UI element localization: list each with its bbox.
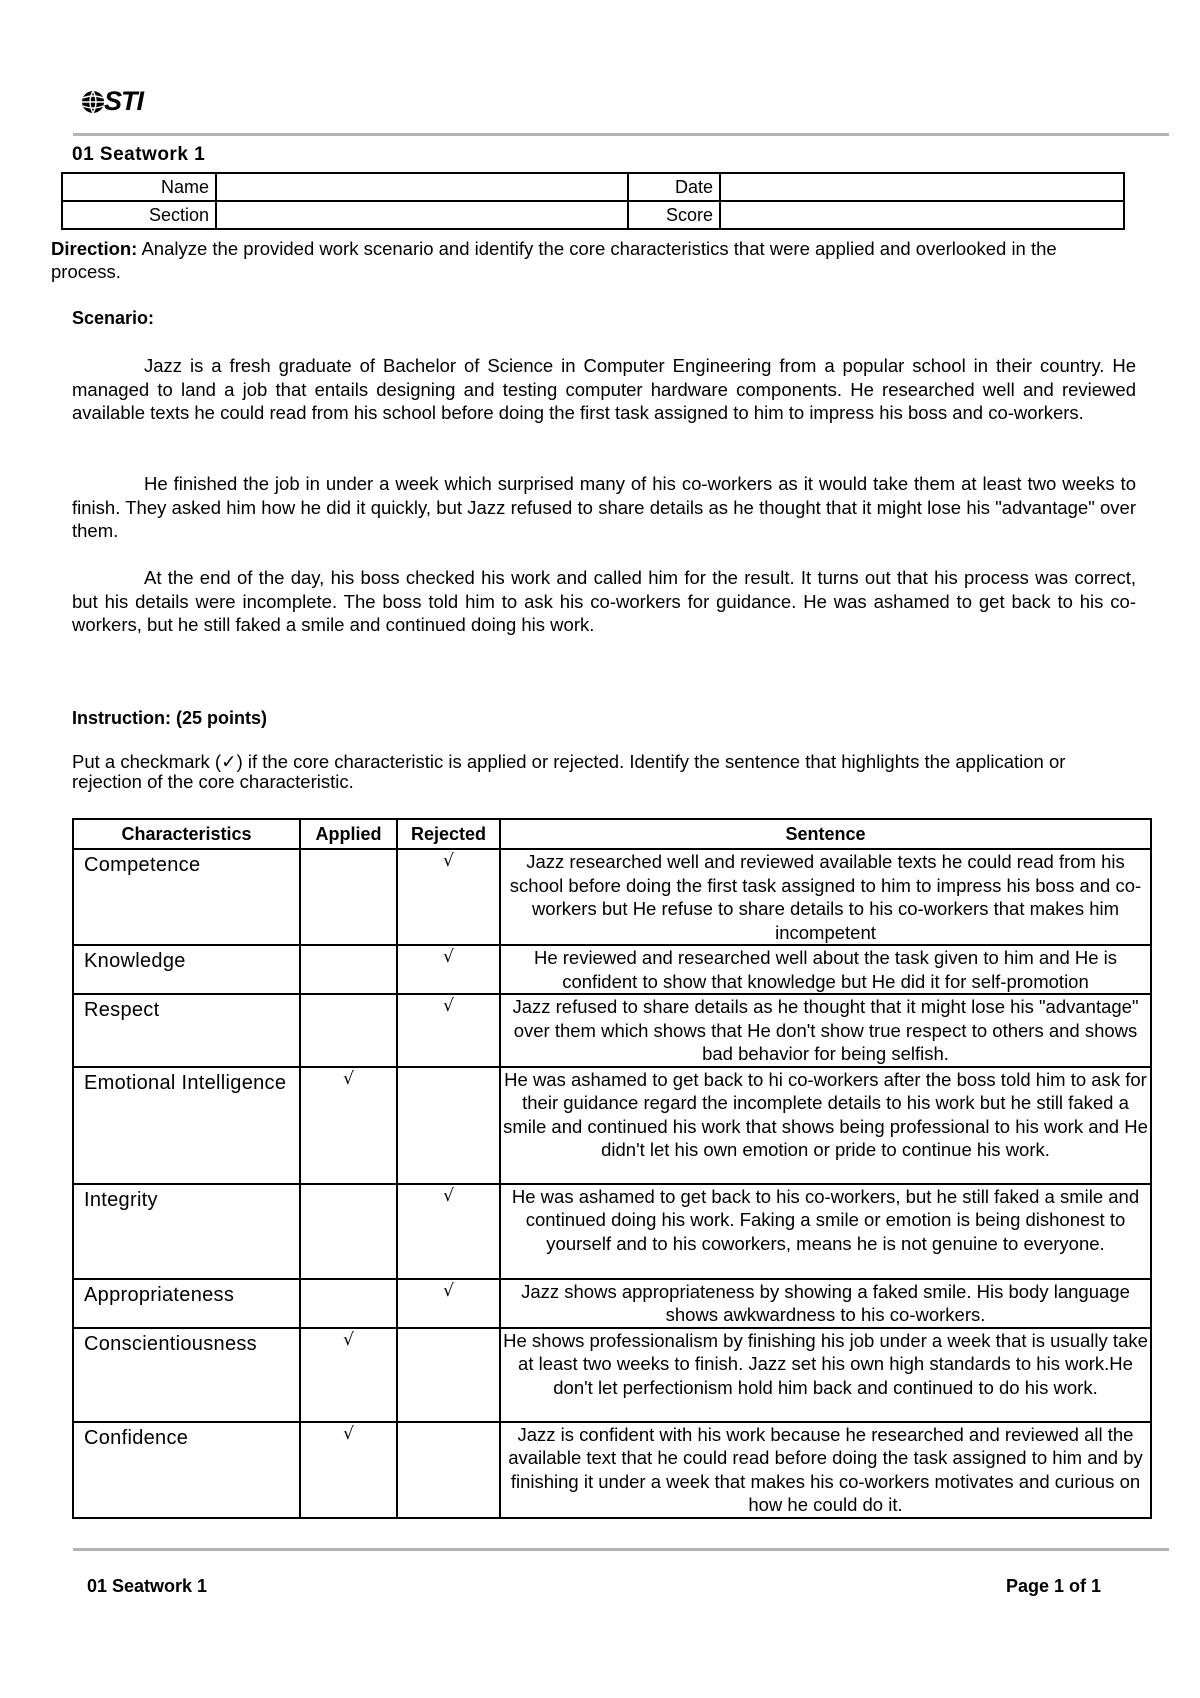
sentence-cell: He was ashamed to get back to his co-workers, but he still faked a smile and continued doing his work. Faking a smile or emotion is being dishonest to yourself and to his coworkers, means he is not genuine to everyone. (500, 1184, 1151, 1279)
applied-cell[interactable] (300, 945, 397, 994)
globe-icon (80, 89, 106, 115)
score-label: Score (628, 201, 720, 229)
table-row (73, 1184, 1151, 1279)
sentence-cell: Jazz refused to share details as he thought that it might lose his "advantage" over them which shows that He don't show true respect to others and shows bad behavior for being selfish. (500, 994, 1151, 1067)
date-field[interactable] (720, 173, 1124, 201)
characteristic-cell: Knowledge (73, 945, 300, 994)
characteristic-cell: Integrity (73, 1184, 300, 1279)
applied-cell[interactable] (300, 994, 397, 1067)
sentence-cell: He shows professionalism by finishing his job under a week that is usually take at least two weeks to finish. Jazz set his own high standards to his work.He don't let perfectionism hold him back and continued to do his work. (500, 1328, 1151, 1422)
scenario-paragraph: He finished the job in under a week which surprised many of his co-workers as it would take them at least two weeks to finish. They asked him how he did it quickly, but Jazz refused to share details as he thought that it might lose his "advantage" over them. (72, 473, 1136, 541)
rejected-cell[interactable] (397, 1328, 500, 1422)
applied-cell[interactable] (300, 1279, 397, 1328)
header-applied: Applied (300, 819, 397, 849)
logo-text: STI (104, 86, 144, 116)
footer-title: 01 Seatwork 1 (87, 1576, 208, 1596)
rejected-cell[interactable]: √ (397, 945, 500, 994)
characteristic-cell: Respect (73, 994, 300, 1067)
rejected-cell[interactable] (397, 1067, 500, 1184)
top-divider (73, 133, 1169, 136)
header-characteristics: Characteristics (73, 819, 300, 849)
applied-cell[interactable]: √ (300, 1422, 397, 1518)
sentence-cell: He was ashamed to get back to hi co-workers after the boss told him to ask for their guidance regard the incomplete details to his work but he still faked a smile and continued his work that shows being professional to his work and He didn't let his own emotion or pride to continue his work. (500, 1067, 1151, 1184)
applied-cell[interactable] (300, 1184, 397, 1279)
date-label: Date (628, 173, 720, 201)
characteristic-cell: Emotional Intelligence (73, 1067, 300, 1184)
sentence-cell: Jazz is confident with his work because he researched and reviewed all the available text that he could read before doing the task assigned to him and by finishing it under a week that makes his co-workers motivates and curious on how he could do it. (500, 1422, 1151, 1518)
instruction-heading: Instruction: (25 points) (72, 708, 267, 728)
header-sentence: Sentence (500, 819, 1151, 849)
student-info-table (61, 172, 1125, 230)
name-field[interactable] (216, 173, 628, 201)
characteristics-table (72, 818, 1152, 1519)
table-row (73, 1328, 1151, 1422)
scenario-paragraph: Jazz is a fresh graduate of Bachelor of Science in Computer Engineering from a popular school in their country. He managed to land a job that entails designing and testing computer hardware components. He researched well and reviewed available texts he could read from his school before doing the first task assigned to him to impress his boss and co-workers. (72, 355, 1136, 423)
characteristic-cell: Competence (73, 849, 300, 945)
applied-cell[interactable] (300, 849, 397, 945)
direction (51, 237, 1131, 283)
table-row (73, 1422, 1151, 1518)
section-field[interactable] (216, 201, 628, 229)
rejected-cell[interactable]: √ (397, 849, 500, 945)
sentence-cell: He reviewed and researched well about the task given to him and He is confident to show that knowledge but He did it for self-promotion (500, 945, 1151, 994)
table-row (73, 994, 1151, 1067)
rejected-cell[interactable]: √ (397, 994, 500, 1067)
table-header-row (73, 819, 1151, 849)
rejected-cell[interactable] (397, 1422, 500, 1518)
name-label: Name (62, 173, 216, 201)
table-row (73, 1279, 1151, 1328)
characteristic-cell: Appropriateness (73, 1279, 300, 1328)
bottom-divider (73, 1548, 1169, 1551)
direction-text: Analyze the provided work scenario and identify the core characteristics that were applied and overlooked in the process. (51, 238, 1057, 282)
header-rejected: Rejected (397, 819, 500, 849)
direction-label: Direction: (51, 238, 138, 259)
table-row (73, 1067, 1151, 1184)
scenario-heading: Scenario: (72, 308, 155, 328)
page-number: Page 1 of 1 (1006, 1576, 1102, 1596)
table-row (73, 849, 1151, 945)
instruction-text: Put a checkmark (✓) if the core characteristic is applied or rejected. Identify the sentence that highlights the application or rejection of the core characteristic. (72, 751, 1066, 792)
applied-cell[interactable]: √ (300, 1067, 397, 1184)
scenario-paragraph: At the end of the day, his boss checked his work and called him for the result. It turns out that his process was correct, but his details were incomplete. The boss told him to ask his co-workers for guidance. He was ashamed to get back to his co-workers, but he still faked a smile and continued doing his work. (72, 567, 1136, 635)
sentence-cell: Jazz researched well and reviewed available texts he could read from his school before doing the first task assigned to him to impress his boss and co-workers but He refuse to share details to his co-workers that makes him incompetent (500, 849, 1151, 945)
page-title: 01 Seatwork 1 (72, 144, 206, 165)
characteristic-cell: Confidence (73, 1422, 300, 1518)
characteristic-cell: Conscientiousness (73, 1328, 300, 1422)
section-label: Section (62, 201, 216, 229)
sti-logo (80, 88, 143, 115)
score-field[interactable] (720, 201, 1124, 229)
rejected-cell[interactable]: √ (397, 1279, 500, 1328)
sentence-cell: Jazz shows appropriateness by showing a faked smile. His body language shows awkwardness to his co-workers. (500, 1279, 1151, 1328)
table-row (73, 945, 1151, 994)
applied-cell[interactable]: √ (300, 1328, 397, 1422)
rejected-cell[interactable]: √ (397, 1184, 500, 1279)
